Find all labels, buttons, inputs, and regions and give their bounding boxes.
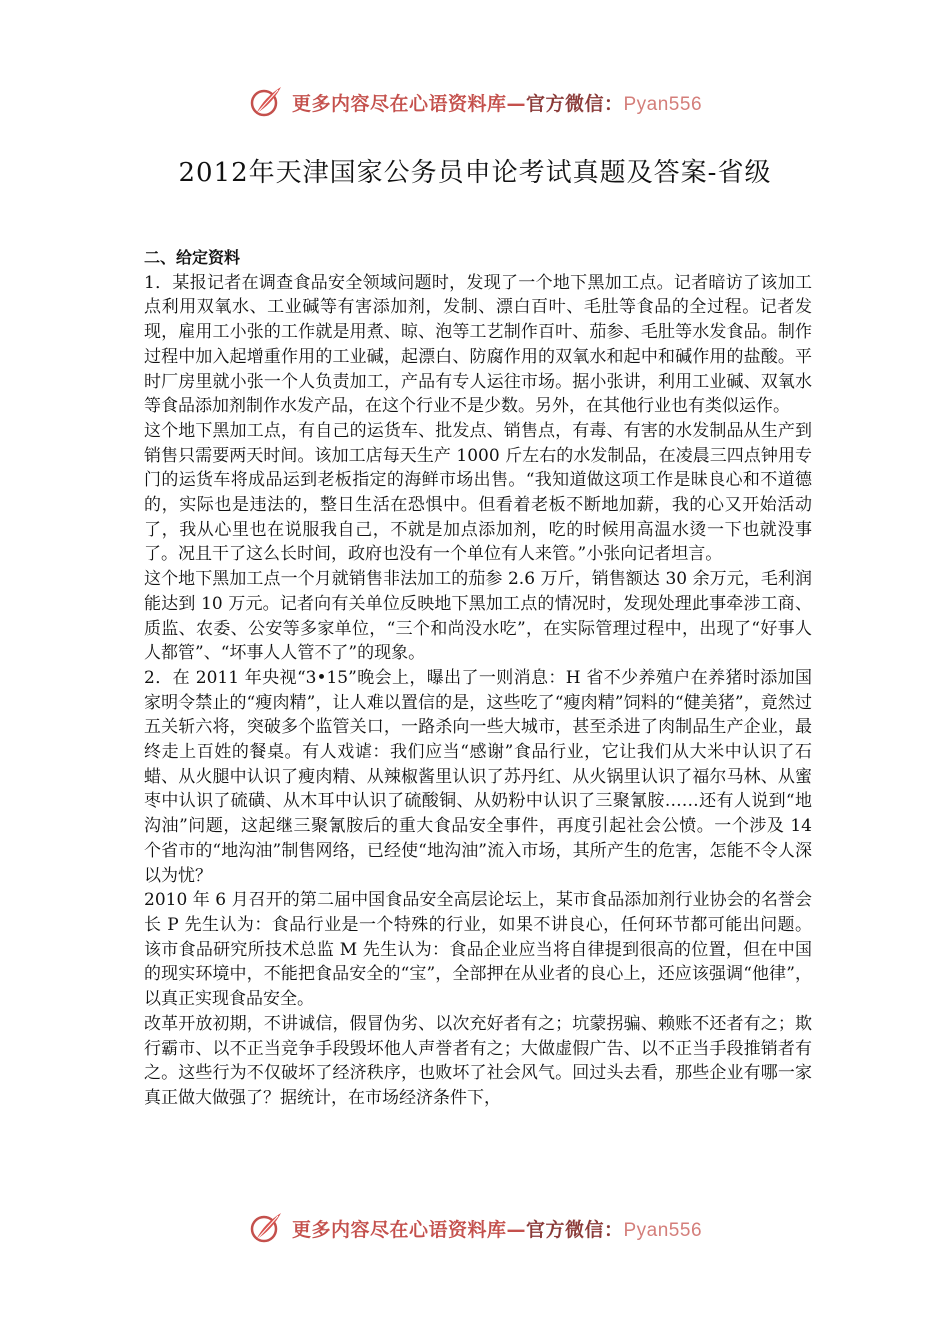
feather-pen-logo-icon — [248, 1210, 284, 1246]
watermark-label: 官方微信： — [525, 1218, 624, 1241]
watermark-text — [292, 1215, 702, 1242]
watermark-dash: — — [506, 1218, 526, 1241]
paragraph-5: 2010 年 6 月召开的第二届中国食品安全高层论坛上，某市食品添加剂行业协会的名誉会长 P 先生认为：食品行业是一个特殊的行业，如果不讲良心，任何环节都可能出问题。该市食品研究所技术总监 M 先生认为：食品企业应当将自律提到很高的位置，但在中国的现实环境中，不能把食品安全的“宝”，全部押在从业者的良心上，还应该强调“他律”，以真正实现食品安全。 — [144, 890, 812, 1010]
paragraph-3: 这个地下黑加工点一个月就销售非法加工的茄参 2.6 万斤，销售额达 30 余万元，毛利润能达到 10 万元。记者向有关单位反映地下黑加工点的情况时，发现处理此事牵涉工商、质监、农委、公安等多家单位，“三个和尚没水吃”，在实际管理过程中，出现了“好事人人都管”、“坏事人人管不了”的现象。 — [144, 569, 812, 664]
watermark-wechat-id: Pyan556 — [623, 1219, 703, 1241]
section-heading: 二、给定资料 — [144, 248, 241, 267]
watermark-wechat-id: Pyan556 — [623, 93, 703, 115]
watermark-site-name: 更多内容尽在心语资料库 — [291, 1218, 507, 1241]
feather-pen-logo-icon — [248, 84, 284, 120]
watermark-label: 官方微信： — [525, 92, 624, 115]
paragraph-4: 2．在 2011 年央视“3•15”晚会上，曝出了一则消息：H 省不少养殖户在养猪时添加国家明令禁止的“瘦肉精”，让人难以置信的是，这些吃了“瘦肉精”饲料的“健美猪”，竟然过五关斩六将，突破多个监管关口，一路杀向一些大城市，甚至杀进了肉制品生产企业，最终走上百姓的餐桌。有人戏谑：我们应当“感谢”食品行业，它让我们从大米中认识了石蜡、从火腿中认识了瘦肉精、从辣椒酱里认识了苏丹红、从火锅里认识了福尔马林、从蜜枣中认识了硫磺、从木耳中认识了硫酸铜、从奶粉中认识了三聚氰胺……还有人说到“地沟油”问题，这起继三聚氰胺后的重大食品安全事件，再度引起社会公愤。一个涉及 14 个省市的“地沟油”制售网络，已经使“地沟油”流入市场，其所产生的危害，怎能不令人深以为忧？ — [144, 667, 812, 886]
document-title: 2012年天津国家公务员申论考试真题及答案-省级 — [178, 158, 772, 188]
watermark-text — [292, 89, 702, 116]
paragraph-2: 这个地下黑加工点，有自己的运货车、批发点、销售点，有毒、有害的水发制品从生产到销售只需要两天时间。该加工店每天生产 1000 斤左右的水发制品，在凌晨三四点钟用专门的运货车将成品运到老板指定的海鲜市场出售。“我知道做这项工作是昧良心和不道德的，实际也是违法的，整日生活在恐惧中。但看着老板不断地加薪，我的心又开始活动了，我从心里也在说服我自己，不就是加点添加剂，吃的时候用高温水烫一下也就没事了。况且干了这么长时间，政府也没有一个单位有人来管。”小张向记者坦言。 — [144, 420, 812, 565]
watermark-header — [0, 80, 950, 124]
watermark-footer — [0, 1206, 950, 1250]
watermark-site-name: 更多内容尽在心语资料库 — [291, 92, 507, 115]
paragraph-6: 改革开放初期，不讲诚信，假冒伪劣、以次充好者有之；坑蒙拐骗、赖账不还者有之；欺行霸市、以不正当竞争手段毁坏他人声誉者有之；大做虚假广告、以不正当手段推销者有之。这些行为不仅破坏了经济秩序，也败坏了社会风气。回过头去看，那些企业有哪一家真正做大做强了？据统计，在市场经济条件下， — [144, 1013, 812, 1108]
document-body — [144, 246, 812, 1111]
paragraph-1: 1．某报记者在调查食品安全领域问题时，发现了一个地下黑加工点。记者暗访了该加工点利用双氧水、工业碱等有害添加剂，发制、漂白百叶、毛肚等食品的全过程。记者发现，雇用工小张的工作就是用煮、晾、泡等工艺制作百叶、茄参、毛肚等水发食品。制作过程中加入起增重作用的工业碱，起漂白、防腐作用的双氧水和起中和碱作用的盐酸。平时厂房里就小张一个人负责加工，产品有专人运往市场。据小张讲，利用工业碱、双氧水等食品添加剂制作水发产品，在这个行业不是少数。另外，在其他行业也有类似运作。 — [144, 272, 812, 417]
watermark-dash: — — [506, 92, 526, 115]
